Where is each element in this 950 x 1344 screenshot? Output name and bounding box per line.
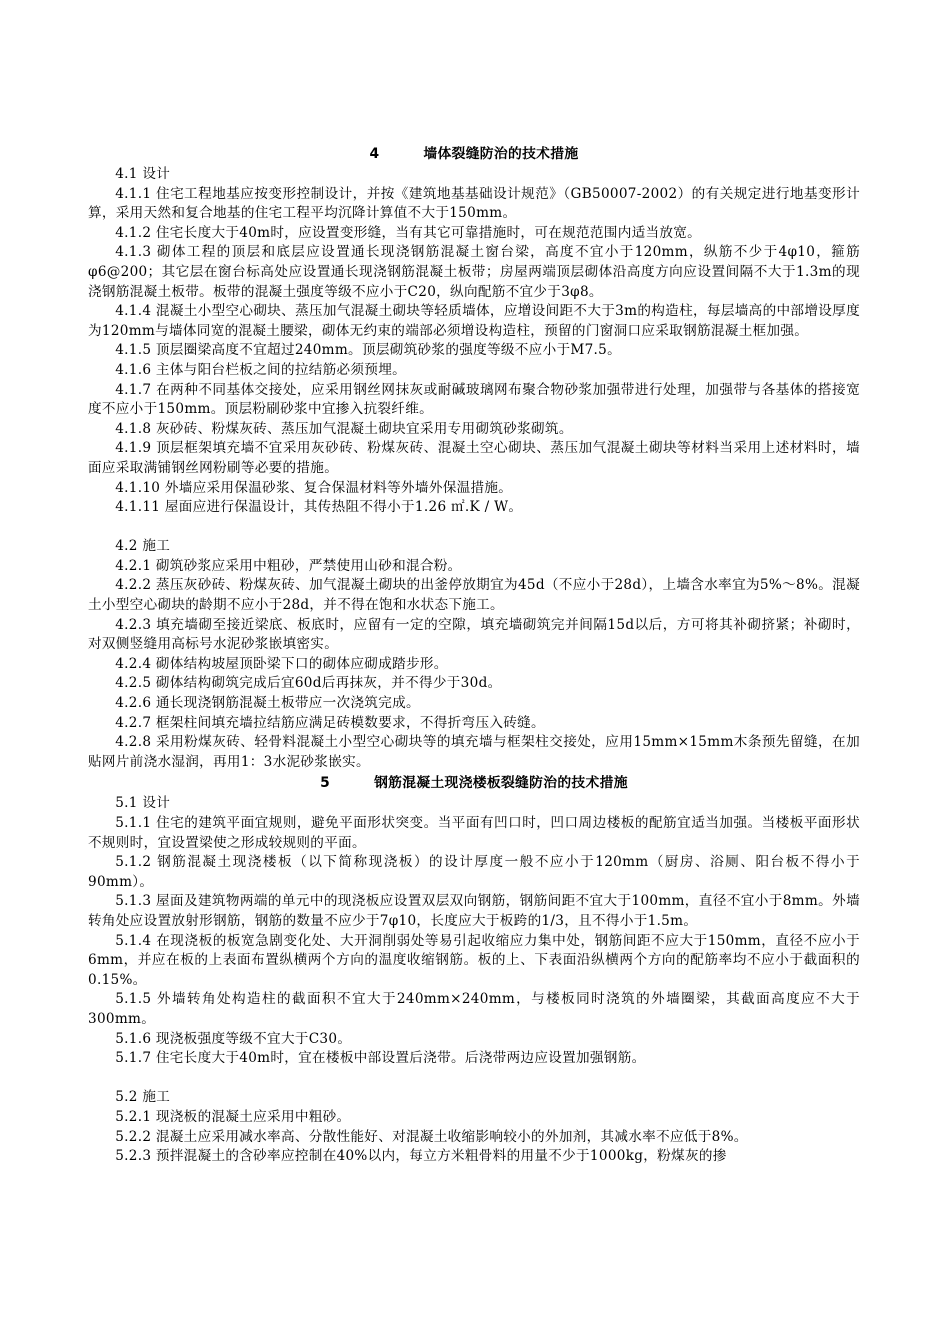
section-4-number: 4 <box>369 146 380 162</box>
document-body <box>88 143 860 1167</box>
section-5-1-heading: 5.1 设计 <box>115 795 171 812</box>
clause-5-1-2: 5.1.2 钢筋混凝土现浇楼板（以下简称现浇板）的设计厚度一般不应小于120mm（厨房、浴厕、阳台板不得小于90mm）。 <box>88 854 860 890</box>
clause-4-2-8: 4.2.8 采用粉煤灰砖、轻骨料混凝土小型空心砌块等的填充墙与框架柱交接处，应用15mm×15mm木条预先留缝，在加贴网片前浇水湿润，再用1：3水泥砂浆嵌实。 <box>88 734 860 770</box>
clause-5-2-2: 5.2.2 混凝土应采用减水率高、分散性能好、对混凝土收缩影响较小的外加剂，其减水率不应低于8%。 <box>115 1128 748 1145</box>
clause-4-2-5: 4.2.5 砌体结构砌筑完成后宜60d后再抹灰，并不得少于30d。 <box>115 675 502 692</box>
clause-5-2-3: 5.2.3 预拌混凝土的含砂率应控制在40%以内，每立方米粗骨料的用量不少于1000kg，粉煤灰的掺 <box>115 1148 727 1165</box>
clause-4-2-7: 4.2.7 框架柱间填充墙拉结筋应满足砖模数要求，不得折弯压入砖缝。 <box>115 714 545 731</box>
clause-4-2-6: 4.2.6 通长现浇钢筋混凝土板带应一次浇筑完成。 <box>115 695 420 712</box>
clause-4-1-8: 4.1.8 灰砂砖、粉煤灰砖、蒸压加气混凝土砌块宜采用专用砌筑砂浆砌筑。 <box>115 420 573 437</box>
section-4-heading <box>88 143 860 165</box>
section-5-title: 钢筋混凝土现浇楼板裂缝防治的技术措施 <box>374 775 628 792</box>
clause-4-1-10: 4.1.10 外墙应采用保温砂浆、复合保温材料等外墙外保温措施。 <box>115 479 513 496</box>
paragraph-gap <box>88 518 860 538</box>
clause-4-2-3: 4.2.3 填充墙砌至接近梁底、板底时，应留有一定的空隙，填充墙砌筑完并间隔15d以后，方可将其补砌挤紧；补砌时，对双侧竖缝用高标号水泥砂浆嵌填密实。 <box>88 616 860 653</box>
paragraph-gap <box>88 1069 860 1089</box>
clause-5-2-1: 5.2.1 现浇板的混凝土应采用中粗砂。 <box>115 1108 351 1125</box>
clause-5-1-4: 5.1.4 在现浇板的板宽急剧变化处、大开洞削弱处等易引起收缩应力集中处，钢筋间距不应大于150mm，直径不应小于6mm，并应在板的上表面布置纵横两个方向的温度收缩钢筋。板的上、下表面沿纵横两个方向的配筋率均不应小于截面积的0.15%。 <box>88 932 860 988</box>
clause-4-1-11: 4.1.11 屋面应进行保温设计，其传热阻不得小于1.26 ㎡.K / W。 <box>115 499 523 516</box>
clause-4-1-1: 4.1.1 住宅工程地基应按变形控制设计，并按《建筑地基基础设计规范》（GB50007-2002）的有关规定进行地基变形计算，采用天然和复合地基的住宅工程平均沉降计算值不大于150mm。 <box>88 185 860 222</box>
section-5-number: 5 <box>320 775 331 792</box>
clause-4-1-3: 4.1.3 砌体工程的顶层和底层应设置通长现浇钢筋混凝土窗台梁，高度不宜小于120mm，纵筋不少于4φ10，箍筋φ6@200；其它层在窗台标高处应设置通长现浇钢筋混凝土板带；房屋两端顶层砌体沿高度方向应设置间隔不大于1.3m的现浇钢筋混凝土板带。板带的混凝土强度等级不应小于C20，纵向配筋不宜少于3φ8。 <box>88 244 860 300</box>
clause-5-1-7: 5.1.7 住宅长度大于40m时，宜在楼板中部设置后浇带。后浇带两边应设置加强钢筋。 <box>115 1050 646 1067</box>
clause-4-1-9: 4.1.9 顶层框架填充墙不宜采用灰砂砖、粉煤灰砖、混凝土空心砌块、蒸压加气混凝土砌块等材料当采用上述材料时，墙面应采取满铺钢丝网粉刷等必要的措施。 <box>88 440 860 476</box>
clause-4-1-2: 4.1.2 住宅长度大于40m时，应设置变形缝，当有其它可靠措施时，可在规范范围内适当放宽。 <box>115 224 702 241</box>
section-5-2-list <box>88 1108 860 1167</box>
section-5-2-heading: 5.2 施工 <box>115 1089 171 1106</box>
section-4-1-heading: 4.1 设计 <box>115 166 171 182</box>
section-4-title: 墙体裂缝防治的技术措施 <box>423 146 579 162</box>
clause-4-2-4: 4.2.4 砌体结构坡屋顶卧梁下口的砌体应砌成踏步形。 <box>115 655 448 672</box>
clause-4-2-2: 4.2.2 蒸压灰砂砖、粉煤灰砖、加气混凝土砌块的出釜停放期宜为45d（不应小于28d），上墙含水率宜为5%～8%。混凝土小型空心砌块的龄期不应小于28d，并不得在饱和水状态下施工。 <box>88 577 860 614</box>
section-4-1-list <box>88 185 860 518</box>
clause-5-1-3: 5.1.3 屋面及建筑物两端的单元中的现浇板应设置双层双向钢筋，钢筋间距不宜大于100mm，直径不宜小于8mm。外墙转角处应设置放射形钢筋，钢筋的数量不应少于7φ10，长度应大于板跨的1/3，且不得小于1.5m。 <box>88 893 860 929</box>
clause-4-1-5: 4.1.5 顶层圈梁高度不宜超过240mm。顶层砌筑砂浆的强度等级不应小于M7.5。 <box>115 342 621 359</box>
clause-4-1-4: 4.1.4 混凝土小型空心砌块、蒸压加气混凝土砌块等轻质墙体，应增设间距不大于3m的构造柱，每层墙高的中部增设厚度为120mm与墙体同宽的混凝土腰梁，砌体无约束的端部必须增设构造柱，预留的门窗洞口应采取钢筋混凝土框加强。 <box>88 303 860 339</box>
section-4-2-heading: 4.2 施工 <box>115 538 171 555</box>
section-5-heading <box>88 772 860 794</box>
section-5-1-list <box>88 814 860 1069</box>
clause-5-1-5: 5.1.5 外墙转角处构造柱的截面积不宜大于240mm×240mm，与楼板同时浇筑的外墙圈梁，其截面高度应不大于300mm。 <box>88 991 860 1027</box>
clause-5-1-1: 5.1.1 住宅的建筑平面宜规则，避免平面形状突变。当平面有凹口时，凹口周边楼板的配筋宜适当加强。当楼板平面形状不规则时，宜设置梁使之形成较规则的平面。 <box>88 815 860 851</box>
clause-5-1-6: 5.1.6 现浇板强度等级不宜大于C30。 <box>115 1030 352 1047</box>
clause-4-1-7: 4.1.7 在两种不同基体交接处，应采用钢丝网抹灰或耐碱玻璃网布聚合物砂浆加强带进行处理，加强带与各基体的搭接宽度不应小于150mm。顶层粉刷砂浆中宜掺入抗裂纤维。 <box>88 381 860 418</box>
section-4-2-list <box>88 557 860 773</box>
clause-4-1-6: 4.1.6 主体与阳台栏板之间的拉结筋必须预埋。 <box>115 361 406 378</box>
clause-4-2-1: 4.2.1 砌筑砂浆应采用中粗砂，严禁使用山砂和混合粉。 <box>115 557 462 574</box>
